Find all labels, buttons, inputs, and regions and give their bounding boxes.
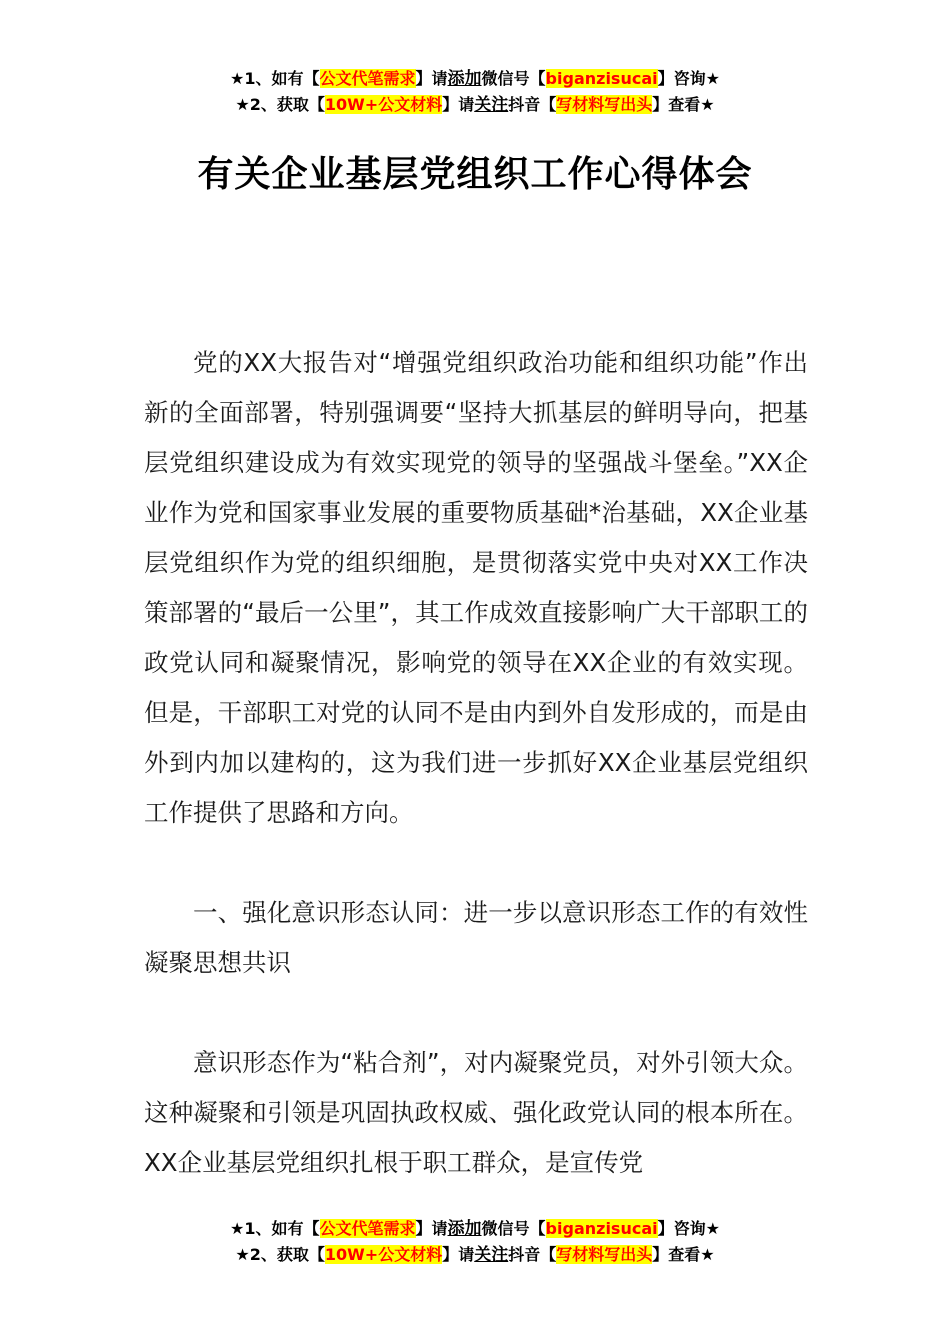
section-heading-1 xyxy=(144,888,808,988)
banner-text: ★1、如有【 xyxy=(230,69,320,88)
banner-highlight: biganzisucai xyxy=(545,1219,658,1238)
banner-text: 】请 xyxy=(415,69,448,88)
banner-highlight: 10W+公文材料 xyxy=(324,1245,443,1264)
banner-emphasis: 关注 xyxy=(474,95,509,115)
paragraph-text: 党的XX大报告对“增强党组织政治功能和组织功能”作出新的全面部署，特别强调要“坚持大抓基层的鲜明导向，把基层党组织建设成为有效实现党的领导的坚强战斗堡垒。”XX企业作为党和国家事业发展的重要物质基础*治基础，XX企业基层党组织作为党的组织细胞，是贯彻落实党中央对XX工作决策部署的“最后一公里”，其工作成效直接影响广大干部职工的政党认同和凝聚情况，影响党的领导在XX企业的有效实现。但是，干部职工对党的认同不是由内到外自发形成的，而是由外到内加以建构的，这为我们进一步抓好XX企业基层党组织工作提供了思路和方向。 xyxy=(144,348,808,827)
banner-text: 抖音【 xyxy=(508,1245,557,1264)
banner-highlight: 公文代笔需求 xyxy=(319,69,416,88)
banner-emphasis: 关注 xyxy=(474,1245,509,1265)
banner-line-1 xyxy=(0,1216,950,1242)
banner-line-1 xyxy=(0,66,950,92)
banner-emphasis: 添加 xyxy=(447,1219,482,1239)
banner-text: 】咨询★ xyxy=(657,1219,720,1238)
body-paragraph-2 xyxy=(144,1038,808,1188)
banner-text: 】查看★ xyxy=(652,95,715,114)
banner-text: 抖音【 xyxy=(508,95,557,114)
footer-banner xyxy=(0,1216,950,1268)
banner-highlight: 10W+公文材料 xyxy=(324,95,443,114)
banner-line-2 xyxy=(0,92,950,118)
banner-text: ★2、获取【 xyxy=(235,1245,325,1264)
banner-emphasis: 添加 xyxy=(447,69,482,89)
banner-text: 】咨询★ xyxy=(657,69,720,88)
banner-highlight: biganzisucai xyxy=(545,69,658,88)
banner-text: 微信号【 xyxy=(481,1219,546,1238)
section-heading-text: 一、强化意识形态认同：进一步以意识形态工作的有效性凝聚思想共识 xyxy=(144,898,808,977)
banner-highlight: 写材料写出头 xyxy=(556,1245,653,1264)
banner-text: 】请 xyxy=(442,95,475,114)
banner-text: ★2、获取【 xyxy=(235,95,325,114)
banner-text: 微信号【 xyxy=(481,69,546,88)
banner-highlight: 公文代笔需求 xyxy=(319,1219,416,1238)
paragraph-text: 意识形态作为“粘合剂”，对内凝聚党员，对外引领大众。这种凝聚和引领是巩固执政权威、强化政党认同的根本所在。XX企业基层党组织扎根于职工群众，是宣传党 xyxy=(144,1048,808,1177)
banner-highlight: 写材料写出头 xyxy=(556,95,653,114)
banner-text: 】查看★ xyxy=(652,1245,715,1264)
body-paragraph-1 xyxy=(144,338,808,838)
header-banner xyxy=(0,66,950,118)
banner-text: ★1、如有【 xyxy=(230,1219,320,1238)
banner-text: 】请 xyxy=(415,1219,448,1238)
banner-line-2 xyxy=(0,1242,950,1268)
banner-text: 】请 xyxy=(442,1245,475,1264)
document-title: 有关企业基层党组织工作心得体会 xyxy=(197,154,753,195)
